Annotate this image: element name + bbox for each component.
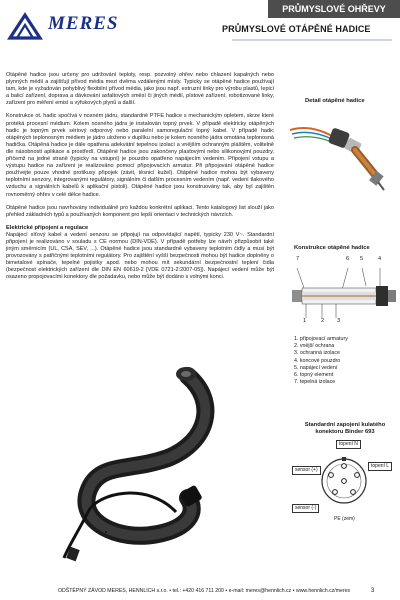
paragraph-electrical: Napájecí síťový kabel a vedení senzoru se připojují na odpovídající napětí, typicky 230 V~. Standardní připojení je realizováno v souladu s CE normou (DIN-VDE). V případě potřeby lze návrh přizpůsobit také jiným směrnicím (UL, CSA, SEV, ...). Otápěné hadice jsou standardně vybaveny teplotním čidly a musí být provozovány s patřičnými teplotními regulátory. Pro zajištění vyšší bezpečnosti mohou být hadice doplněny o bimetalové spínače, tepelné pojistky apod. nebo mohou mít sekundární bezpečnostní teplení čidla (bezpečnost elektrických zařízení dle DIN EN 60619-2 [VDE 0721-2:2007-05]). Napájecí vedení může být osazeno propojovacími konektory dle požadavku, nebo může být dodáno s volnými konci.: [6, 231, 274, 281]
construction-legend: [294, 336, 348, 386]
legend-item: 1. připojovací armatury: [294, 336, 348, 342]
legend-item: 4. koncové pouzdro: [294, 357, 341, 364]
callout-7: 7: [296, 256, 300, 262]
page-title: PRŮMYSLOVÉ OTÁPĚNÉ HADICE: [222, 24, 371, 34]
hose-detail-image: [290, 110, 390, 210]
callout-5: 5: [360, 256, 364, 262]
legend-item: 5. napájecí vedení: [294, 364, 338, 371]
meres-logo-mark-icon: [6, 12, 44, 42]
callout-numbers: [294, 256, 392, 266]
paragraph-design: Otápěné hadice jsou navrhovány individuálně pro každou konkrétní aplikaci. Tento katalogový list slouží jako přehled základních typů a používaných komponent pro lepší orientaci v technických návrzích.: [6, 204, 274, 218]
connector-diagram: [292, 441, 396, 534]
section-tag: PRŮMYSLOVÉ OHŘEVY: [268, 0, 400, 18]
pin-sensor-minus: sensor (-): [292, 504, 319, 513]
pin-topeni-n: topení N: [336, 440, 361, 449]
body-text: [6, 72, 274, 288]
logo-text: MERES: [48, 13, 119, 34]
pin-topeni-l: topení L: [368, 462, 392, 471]
pin-pe: PE (zem): [334, 516, 355, 522]
callout-6: 6: [346, 256, 350, 262]
legend-item: 2. vnější ochrana: [294, 343, 335, 350]
coiled-hose-photo: [58, 362, 248, 562]
pin-sensor-plus: sensor (+): [292, 466, 321, 475]
hose-cutaway-diagram: [292, 268, 396, 324]
footer-contact: ODŠTĚPNÝ ZÁVOD MERES, HENNLICH s.r.o. • tel.: +420 416 711 200 • e-mail: meres@hennlich.cz • www.hennlich.cz/meres: [58, 588, 351, 594]
logo: [6, 12, 156, 44]
callout-bottom: [303, 318, 363, 326]
legend-item: 3. ochranná izolace: [294, 350, 340, 357]
binder-connector-icon: [319, 456, 369, 506]
connector-caption: Standardní zapojení kulatého konektoru Binder 693: [304, 422, 386, 435]
callout-3: 3: [337, 318, 341, 324]
footer: [0, 582, 400, 600]
legend-item: 7. tepelná izolace: [294, 379, 336, 386]
paragraph-intro: Otápěné hadice jsou určeny pro udržování teploty, resp. pozvolný ohřev nebo chlazení kapalných nebo plynných médií a zajišťují přívod média mezi dvěma vzdálenými místy. Typicky se otápěné hadice používají tam, kde je vyžadován pohyblivý flexibilní přívod média, jako jsou např. extruzní linky pro výrobu plastů, lepicí a balicí zařízení, doprava a dávkování asfaltových směsí či jiných médií, pístové zařízení, robotizované linky, zařízení pro měření emisí a výfukových plynů a další.: [6, 72, 274, 107]
callout-1: 1: [303, 318, 307, 324]
detail-caption: Detail otápěné hadice: [305, 98, 365, 104]
page-number: 3: [371, 588, 375, 594]
callout-2: 2: [321, 318, 325, 324]
construction-caption: Konstrukce otápěné hadice: [294, 245, 370, 251]
paragraph-construction: Konstrukce ot. hadic spočívá v nosném jádru, standardně PTFE hadice s mechanickým opletem, skrze které protéká procesní médium. Kolem nosného jádra je instalován topný prvek. V případě elektricky otápěných hadic je topným prvek sériový odporový nebo paralelní samoregulační topný kabel. V případě hadic otápěných teplonosným médiem je jádro uloženo v duplíku nebo je kolem nosného jádra omotána teplonosná hadička. Otápěná hadice je dále opatřena adekvátní tepelnou izolací a vnějším ochranným pláštěm, volitelně dle násobnosti aplikace a prostředí. Otápěné hadice jsou zakončeny plastovými nebo silikonovými pouzdry, příčemž na jedné straně (typicky na vstupní) je pouzdro opatřeno napájecím vedením. Připojení vstupu a výstupu hadice na zařízení je realizováno pomocí připojovacích armatur. Při připojování otápěné hadice používejte pouze vhodné protikusy připojek (závit, těsnicí kužel). Otápěné hadice mohou být vybaveny teplotními senzory, integrovanými regulátory, signálním či dalším procesním vedením (např. vedení tlakového vzduchu a signálních kabelů k aplikační pistoli). Otápěné hadice jsou konstruovány tak, aby byl zajištěn rovnoměrný ohřev v celé délce hadice.: [6, 113, 274, 198]
callout-4: 4: [378, 256, 382, 262]
legend-item: 6. topný element: [294, 372, 334, 379]
subheading-electrical: Elektrické připojení a regulace: [6, 224, 89, 231]
header-divider: [232, 39, 392, 41]
